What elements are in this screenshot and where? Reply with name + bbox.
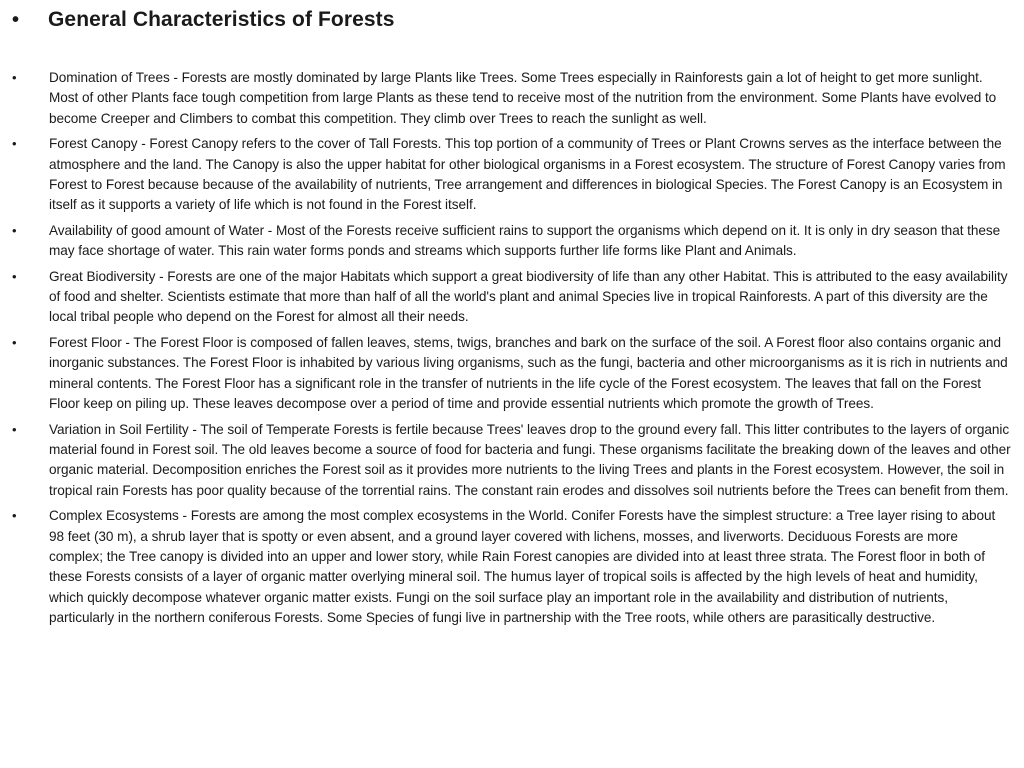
list-item-text: Complex Ecosystems - Forests are among the most complex ecosystems in the World. Conifer Forests have the simplest structure: a Tree layer rising to about 98 feet (30 m), a shrub layer that is spotty or even absent, and a ground layer covered with lichens, mosses, and liverworts. Deciduous Forests are more complex; the Tree canopy is divided into an upper and lower story, while Rain Forest canopies are divided into at least three strata. The Forest floor in both of these Forests consists of a layer of organic matter overlying mineral soil. The humus layer of tropical soils is affected by the high levels of heat and humidity, which quickly decompose whatever organic matter exists. Fungi on the soil surface play an important role in the availability and distribution of nutrients, particularly in the northern coniferous Forests. Some Species of fungi live in partnership with the Tree roots, while others are parasitically destructive. [49,508,996,626]
list-item-complex-ecosystems [12,506,1012,628]
list-item-soil-fertility [12,420,1012,502]
list-item-forest-canopy [12,134,1012,216]
bullet-icon: • [12,334,17,350]
bullet-icon: • [12,508,17,524]
title-bullet-icon: • [12,9,20,31]
bullet-icon: • [12,136,17,152]
list-item-text: Forest Floor - The Forest Floor is composed of fallen leaves, stems, twigs, branches and bark on the surface of the soil. A Forest floor also contains organic and inorganic substances. The Forest Floor is inhabited by various living organisms, such as the fungi, bacteria and other microorganisms as it is rich in nutrients and mineral contents. The Forest Floor has a significant role in the transfer of nutrients in the life cycle of the Forest ecosystem. The leaves that fall on the Forest Floor keep on piling up. These leaves decompose over a period of time and provide essential nutrients which promote the growth of Trees. [49,334,1008,412]
title-row [12,8,395,32]
list-item-text: Variation in Soil Fertility - The soil of Temperate Forests is fertile because Trees' leaves drop to the ground every fall. This litter contributes to the layers of organic material found in Forest soil. The old leaves become a source of food for bacteria and fungi. These organisms facilitate the breaking down of the leaves and other organic material. Decomposition enriches the Forest soil as it provides more nutrients to the living Trees and plants in the Forest ecosystem. However, the soil in tropical rain Forests has poor quality because of the torrential rains. The constant rain erodes and dissolves soil nutrients before the Trees can benefit from them. [49,421,1011,498]
list-item-availability-of-water [12,221,1012,262]
bullet-icon: • [12,268,17,284]
list-item-great-biodiversity [12,267,1012,328]
list-item-text: Forest Canopy - Forest Canopy refers to the cover of Tall Forests. This top portion of a community of Trees or Plant Crowns serves as the interface between the atmosphere and the land. The Canopy is also the upper habitat for other biological organisms in a Forest ecosystem. The structure of Forest Canopy varies from Forest to Forest because because of the availability of nutrients, Tree arrangement and differences in biological Species. The Forest Canopy is an Ecosystem in itself as it supports a variety of life which is not found in the Forest itself. [49,136,1006,213]
list-item-forest-floor [12,333,1012,415]
list-item-domination-of-trees [12,68,1012,129]
list-item-text: Availability of good amount of Water - Most of the Forests receive sufficient rains to support the organisms which depend on it. It is only in dry season that these may face shortage of water. This rain water forms ponds and streams which supports further life forms like Plant and Animals. [49,222,1001,259]
list-item-text: Domination of Trees - Forests are mostly dominated by large Plants like Trees. Some Trees especially in Rainforests gain a lot of height to get more sunlight. Most of other Plants face tough competition from large Plants as these tend to receive most of the nutrition from the environment. Some Plants have evolved to become Creeper and Climbers to combat this competition. They climb over Trees to reach the sunlight as well. [49,70,997,126]
bullet-icon: • [12,421,17,437]
bullet-icon: • [12,222,17,238]
bullet-icon: • [12,70,17,85]
bullet-list [12,68,1012,634]
list-item-text: Great Biodiversity - Forests are one of the major Habitats which support a great biodiversity of life than any other Habitat. This is attributed to the easy availability of food and shelter. Scientists estimate that more than half of all the world's plant and animal Species live in tropical Rainforests. A part of this diversity are the local tribal people who depend on the Forest for almost all their needs. [49,268,1008,325]
slide-title: General Characteristics of Forests [48,8,395,31]
